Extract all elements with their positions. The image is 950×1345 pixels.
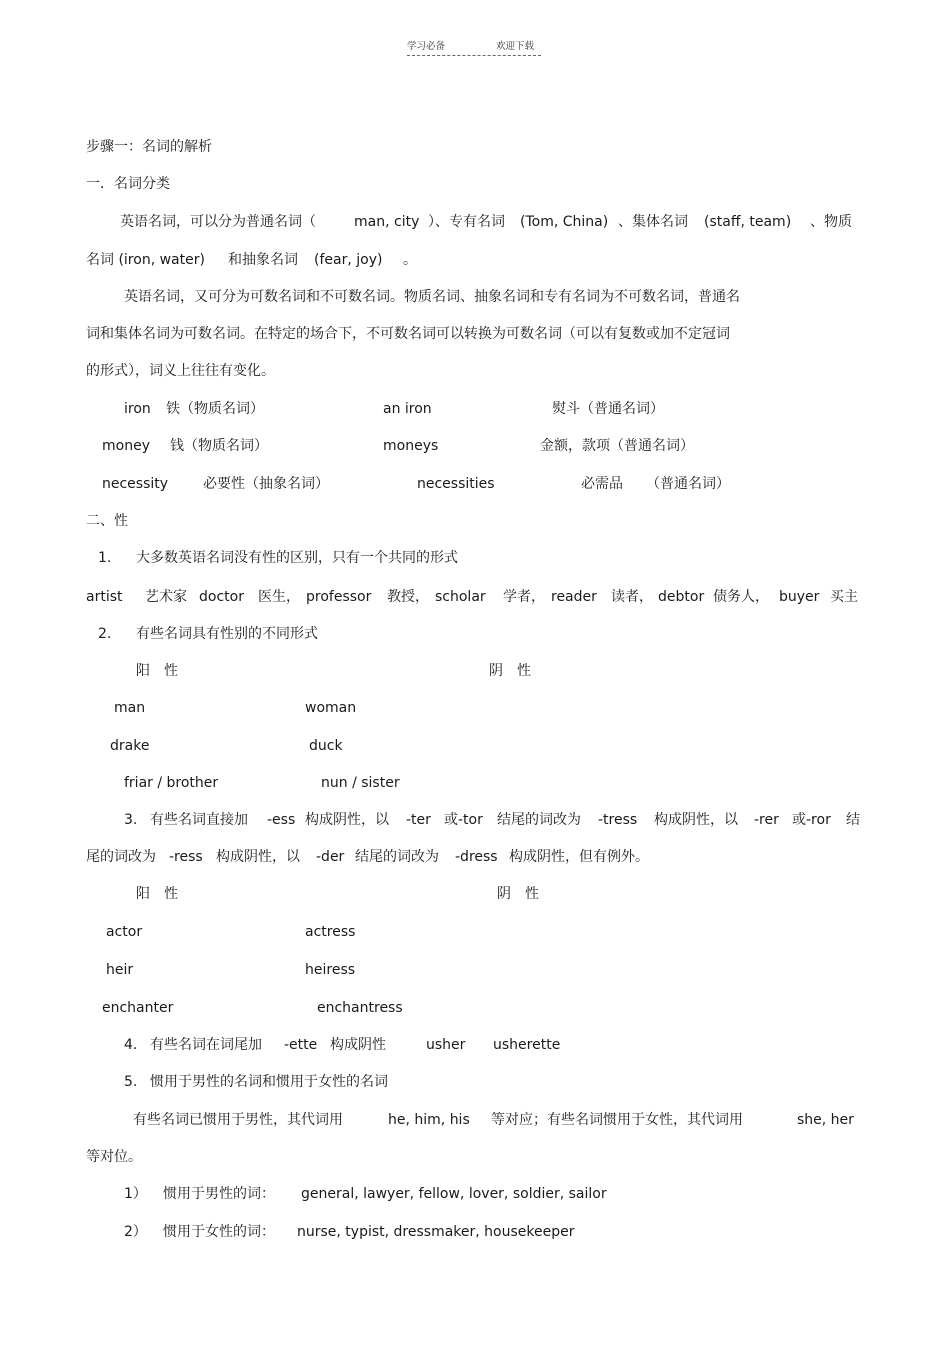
header-left-text: 学习必备 bbox=[407, 41, 446, 52]
text-segment: usher bbox=[426, 1037, 466, 1053]
text-segment: 艺术家 bbox=[145, 589, 187, 605]
text-segment: 钱（物质名词） bbox=[170, 438, 268, 454]
text-segment: he, him, his bbox=[388, 1112, 470, 1128]
text-segment: reader bbox=[551, 589, 597, 605]
header-divider bbox=[407, 55, 541, 56]
text-segment: 尾的词改为 bbox=[86, 849, 156, 865]
text-segment: enchantress bbox=[317, 1000, 403, 1016]
text-segment: 教授， bbox=[387, 589, 429, 605]
text-segment: 金额，款项（普通名词） bbox=[540, 438, 694, 454]
text-segment: 结尾的词改为 bbox=[355, 849, 439, 865]
text-segment: 5. bbox=[124, 1074, 138, 1090]
text-segment: 大多数英语名词没有性的区别，只有一个共同的形式 bbox=[136, 550, 458, 566]
text-segment: doctor bbox=[199, 589, 244, 605]
text-segment: 结尾的词改为 bbox=[497, 812, 581, 828]
text-segment: 阴 性 bbox=[489, 663, 531, 679]
text-segment: 4. bbox=[124, 1037, 138, 1053]
text-segment: 结 bbox=[846, 812, 860, 828]
text-segment: 有些名词直接加 bbox=[150, 812, 248, 828]
text-segment: 、物质 bbox=[810, 214, 852, 230]
text-segment: 债务人， bbox=[713, 589, 769, 605]
text-segment: 买主 bbox=[830, 589, 858, 605]
text-segment: moneys bbox=[383, 438, 439, 454]
text-segment: -ter bbox=[406, 812, 431, 828]
text-segment: enchanter bbox=[102, 1000, 174, 1016]
text-segment: 2. bbox=[98, 626, 112, 642]
text-segment: friar / brother bbox=[124, 775, 219, 791]
text-segment: man, city bbox=[354, 214, 420, 230]
text-segment: 学者， bbox=[503, 589, 545, 605]
text-segment: professor bbox=[306, 589, 372, 605]
text-segment: buyer bbox=[779, 589, 820, 605]
text-segment: -ress bbox=[169, 849, 203, 865]
text-segment: 1. bbox=[98, 550, 112, 566]
text-segment: 等对位。 bbox=[86, 1149, 142, 1165]
text-segment: 阳 性 bbox=[136, 886, 178, 902]
text-segment: 有些名词已惯用于男性，其代词用 bbox=[133, 1112, 343, 1128]
text-segment: 必要性（抽象名词） bbox=[203, 476, 329, 492]
text-segment: woman bbox=[305, 700, 357, 716]
text-segment: she, her bbox=[797, 1112, 854, 1128]
text-segment: 有些名词具有性别的不同形式 bbox=[136, 626, 318, 642]
text-segment: nun / sister bbox=[321, 775, 400, 791]
text-segment: -der bbox=[316, 849, 345, 865]
text-segment: 读者， bbox=[611, 589, 653, 605]
text-segment: iron bbox=[124, 401, 151, 417]
text-segment: 2） bbox=[124, 1224, 147, 1240]
text-segment: man bbox=[114, 700, 146, 716]
text-segment: 医生， bbox=[258, 589, 300, 605]
text-segment: 惯用于女性的词： bbox=[163, 1224, 275, 1240]
text-segment: 构成阴性，以 bbox=[654, 812, 738, 828]
text-segment: 英语名词，又可分为可数名词和不可数名词。物质名词、抽象名词和专有名词为不可数名词，普通名 bbox=[124, 289, 740, 305]
text-segment: duck bbox=[309, 738, 343, 754]
text-segment: 的形式），词义上往往有变化。 bbox=[86, 363, 275, 379]
text-segment: -ette bbox=[284, 1037, 318, 1053]
text-segment: ）、专有名词 bbox=[428, 214, 505, 230]
text-segment: actor bbox=[106, 924, 143, 940]
text-segment: (staff, team) bbox=[704, 214, 792, 230]
text-segment: actress bbox=[305, 924, 356, 940]
text-segment: 二、性 bbox=[86, 513, 128, 529]
text-segment: 3. bbox=[124, 812, 138, 828]
text-segment: artist bbox=[86, 589, 123, 605]
text-segment: usherette bbox=[493, 1037, 561, 1053]
text-segment: money bbox=[102, 438, 150, 454]
text-segment: 一．名词分类 bbox=[86, 176, 170, 192]
text-segment: -dress bbox=[455, 849, 498, 865]
text-segment: 阴 性 bbox=[497, 886, 539, 902]
text-segment: 、集体名词 bbox=[618, 214, 688, 230]
text-segment: 和抽象名词 bbox=[228, 252, 298, 268]
text-segment: necessities bbox=[417, 476, 495, 492]
text-segment: (fear, joy) bbox=[314, 252, 383, 268]
text-segment: 步骤一：名词的解析 bbox=[86, 139, 212, 155]
text-segment: 构成阴性，以 bbox=[216, 849, 300, 865]
text-segment: -tress bbox=[598, 812, 638, 828]
text-segment: 。 bbox=[403, 252, 417, 268]
text-segment: 阳 性 bbox=[136, 663, 178, 679]
text-segment: 英语名词，可以分为普通名词（ bbox=[120, 214, 316, 230]
text-segment: heir bbox=[106, 962, 134, 978]
text-segment: debtor bbox=[658, 589, 705, 605]
text-segment: 铁（物质名词） bbox=[166, 401, 264, 417]
text-segment: -rer bbox=[754, 812, 779, 828]
text-segment: 惯用于男性的词： bbox=[163, 1186, 275, 1202]
text-segment: -ess bbox=[267, 812, 296, 828]
text-segment: 等对应；有些名词惯用于女性，其代词用 bbox=[491, 1112, 743, 1128]
text-segment: (Tom, China) bbox=[520, 214, 609, 230]
text-segment: 熨斗（普通名词） bbox=[552, 401, 664, 417]
text-segment: 必需品 bbox=[581, 476, 623, 492]
text-segment: general, lawyer, fellow, lover, soldier, sailor bbox=[301, 1186, 607, 1202]
text-segment: an iron bbox=[383, 401, 432, 417]
text-segment: 或-ror bbox=[792, 812, 831, 828]
text-segment: scholar bbox=[435, 589, 486, 605]
text-segment: 惯用于男性的名词和惯用于女性的名词 bbox=[150, 1074, 388, 1090]
text-segment: 构成阴性，但有例外。 bbox=[509, 849, 649, 865]
text-segment: 有些名词在词尾加 bbox=[150, 1037, 262, 1053]
text-segment: 构成阴性 bbox=[330, 1037, 386, 1053]
text-segment: （普通名词） bbox=[646, 476, 730, 492]
text-segment: 名词 (iron, water) bbox=[86, 252, 205, 268]
text-segment: drake bbox=[110, 738, 150, 754]
text-segment: 词和集体名词为可数名词。在特定的场合下，不可数名词可以转换为可数名词（可以有复数或加不定冠词 bbox=[86, 326, 730, 342]
text-segment: nurse, typist, dressmaker, housekeeper bbox=[297, 1224, 575, 1240]
header-right-text: 欢迎下载 bbox=[496, 41, 535, 52]
text-segment: necessity bbox=[102, 476, 169, 492]
text-segment: heiress bbox=[305, 962, 356, 978]
text-segment: 1） bbox=[124, 1186, 147, 1202]
text-segment: 或-tor bbox=[444, 812, 483, 828]
text-segment: 构成阴性，以 bbox=[305, 812, 389, 828]
